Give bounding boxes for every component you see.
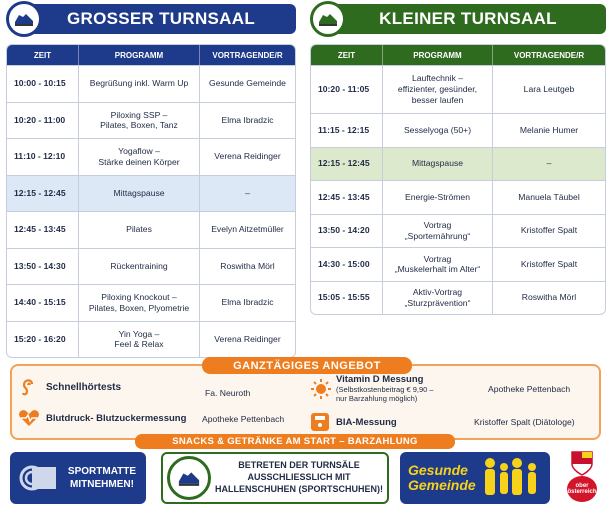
schedule-row bbox=[7, 65, 295, 102]
program-cell: Rückentraining bbox=[79, 249, 200, 285]
heart-pulse-icon bbox=[18, 408, 40, 428]
time-cell: 12:45 - 13:45 bbox=[311, 181, 383, 214]
time-cell: 10:00 - 10:15 bbox=[7, 66, 79, 102]
speaker-cell: Verena Reidinger bbox=[214, 151, 281, 162]
allday-note: (Selbstkostenbeitrag € 9,90 – nur Barzahlung möglich) bbox=[336, 385, 434, 403]
program-cell: Piloxing SSP – Pilates, Boxen, Tanz bbox=[79, 103, 200, 139]
schedule-row bbox=[7, 138, 295, 175]
schedule-row bbox=[7, 102, 295, 139]
sportmatte-text: SPORTMATTE MITNEHMEN! bbox=[67, 466, 137, 490]
speaker-cell: Elma Ibradzic bbox=[221, 297, 274, 308]
time-cell: 15:05 - 15:55 bbox=[311, 282, 383, 315]
allday-item-blutdruck bbox=[18, 408, 186, 428]
time-cell: 12:15 - 12:45 bbox=[311, 148, 383, 181]
time-cell: 13:50 - 14:20 bbox=[311, 215, 383, 248]
running-shoe-icon bbox=[6, 1, 42, 37]
schedule-row bbox=[311, 113, 605, 147]
running-shoe-icon bbox=[310, 1, 346, 37]
column-header-zeit: ZEIT bbox=[311, 45, 383, 65]
allday-label: Vitamin D Messung bbox=[336, 374, 424, 385]
sportmatte-box bbox=[10, 452, 146, 504]
hallenschuhe-box bbox=[161, 452, 389, 504]
sun-icon bbox=[310, 378, 332, 400]
schedule-row bbox=[311, 214, 605, 248]
speaker-cell: Evelyn Aitzetmüller bbox=[211, 224, 284, 235]
schedule-row bbox=[311, 247, 605, 281]
grosser-turnsaal-section bbox=[6, 0, 296, 358]
program-cell: Yin Yoga – Feel & Relax bbox=[79, 322, 200, 358]
column-header-zeit: ZEIT bbox=[7, 45, 79, 65]
yoga-mat-icon bbox=[18, 458, 58, 498]
program-cell: Vortrag „Muskelerhalt im Alter“ bbox=[383, 248, 493, 281]
allday-provider: Kristoffer Spalt (Diätologe) bbox=[474, 417, 575, 427]
time-cell: 14:40 - 15:15 bbox=[7, 285, 79, 321]
hallenschuhe-text: BETRETEN DER TURNSÄLE AUSSCHLIESSLICH MIT HALLENSCHUHEN (SPORTSCHUHEN)! bbox=[215, 460, 383, 494]
allday-label: BIA-Messung bbox=[336, 416, 397, 428]
running-shoe-icon bbox=[167, 456, 211, 500]
gesunde-gemeinde-logo-text: Gesunde Gemeinde bbox=[408, 462, 476, 493]
column-header-programm: PROGRAMM bbox=[383, 45, 493, 65]
table-header bbox=[311, 45, 605, 65]
speaker-cell: Verena Reidinger bbox=[214, 333, 281, 344]
grosser-turnsaal-table bbox=[6, 44, 296, 358]
schedule-row bbox=[311, 281, 605, 315]
time-cell: 15:20 - 16:20 bbox=[7, 322, 79, 358]
schedule-row bbox=[7, 284, 295, 321]
speaker-cell: Melanie Humer bbox=[519, 124, 579, 135]
coat-of-arms-icon bbox=[570, 450, 594, 476]
kleiner-turnsaal-table bbox=[310, 44, 606, 315]
schedule-row bbox=[311, 180, 605, 214]
program-cell: Pilates bbox=[79, 212, 200, 248]
ganztaegiges-angebot-panel bbox=[10, 359, 601, 440]
time-cell: 11:10 - 12:10 bbox=[7, 139, 79, 175]
allday-label: Schnellhörtests bbox=[46, 381, 122, 393]
time-cell: 10:20 - 11:05 bbox=[311, 66, 383, 113]
program-cell: Begrüßung inkl. Warm Up bbox=[79, 66, 200, 102]
grosser-turnsaal-header bbox=[6, 0, 296, 38]
kleiner-turnsaal-header bbox=[310, 0, 606, 38]
scale-icon bbox=[310, 412, 330, 432]
speaker-cell: Lara Leutgeb bbox=[523, 84, 575, 95]
time-cell: 14:30 - 15:00 bbox=[311, 248, 383, 281]
grosser-turnsaal-title: GROSSER TURNSAAL bbox=[26, 4, 296, 34]
speaker-cell: Elma Ibradzic bbox=[221, 114, 274, 125]
snacks-banner: SNACKS & GETRÄNKE AM START – BARZAHLUNG bbox=[135, 434, 455, 449]
allday-provider: Apotheke Pettenbach bbox=[202, 414, 285, 424]
oberoesterreich-logo bbox=[560, 450, 604, 506]
kleiner-turnsaal-section bbox=[310, 0, 606, 315]
speaker-cell: Manuela Täubel bbox=[518, 191, 580, 202]
ganztaegiges-angebot-title: GANZTÄGIGES ANGEBOT bbox=[202, 357, 412, 374]
time-cell: 10:20 - 11:00 bbox=[7, 103, 79, 139]
time-cell: 12:15 - 12:45 bbox=[7, 176, 79, 212]
time-cell: 11:15 - 12:15 bbox=[311, 114, 383, 147]
pause-row bbox=[311, 147, 605, 181]
allday-item-bia bbox=[310, 412, 397, 432]
speaker-cell: Roswitha Mörl bbox=[220, 260, 275, 271]
kleiner-turnsaal-title: KLEINER TURNSAAL bbox=[330, 4, 606, 34]
speaker-cell: Kristoffer Spalt bbox=[520, 225, 578, 236]
program-cell: Mittagspause bbox=[383, 148, 493, 181]
schedule-row bbox=[7, 211, 295, 248]
column-header-vortragende: VORTRAGENDE/R bbox=[212, 50, 283, 60]
speaker-cell: – bbox=[546, 158, 552, 169]
program-cell: Yogaflow – Stärke deinen Körper bbox=[79, 139, 200, 175]
ear-icon bbox=[18, 376, 38, 398]
schedule-row bbox=[7, 248, 295, 285]
gesunde-gemeinde-logo bbox=[400, 452, 550, 504]
speaker-cell: Gesunde Gemeinde bbox=[209, 78, 286, 89]
table-header bbox=[7, 45, 295, 65]
speaker-cell: – bbox=[245, 187, 250, 198]
schedule-row bbox=[7, 321, 295, 358]
allday-provider: Fa. Neuroth bbox=[205, 388, 251, 398]
oberoesterreich-logo-text: ober österreich bbox=[567, 476, 597, 502]
pause-row bbox=[7, 175, 295, 212]
program-cell: Sesselyoga (50+) bbox=[383, 114, 493, 147]
allday-label: Blutdruck- Blutzuckermessung bbox=[46, 412, 187, 424]
program-cell: Vortrag „Sporternährung“ bbox=[383, 215, 493, 248]
allday-provider: Apotheke Pettenbach bbox=[488, 384, 571, 394]
program-cell: Mittagspause bbox=[79, 176, 200, 212]
program-cell: Energie-Strömen bbox=[383, 181, 493, 214]
column-header-vortragende: VORTRAGENDE/R bbox=[513, 50, 585, 60]
family-figures-icon bbox=[480, 455, 544, 501]
program-cell: Aktiv-Vortrag „Sturzprävention“ bbox=[383, 282, 493, 315]
program-cell: Lauftechnik – effizienter, gesünder, besser laufen bbox=[383, 66, 493, 113]
allday-item-hoertest bbox=[18, 376, 121, 398]
speaker-cell: Roswitha Mörl bbox=[521, 292, 577, 303]
time-cell: 13:50 - 14:30 bbox=[7, 249, 79, 285]
allday-item-vitamin-d bbox=[310, 378, 332, 400]
time-cell: 12:45 - 13:45 bbox=[7, 212, 79, 248]
allday-vitamin-d-text bbox=[336, 374, 434, 403]
schedule-row bbox=[311, 65, 605, 113]
speaker-cell: Kristoffer Spalt bbox=[520, 258, 578, 269]
column-header-programm: PROGRAMM bbox=[79, 45, 200, 65]
program-cell: Piloxing Knockout – Pilates, Boxen, Plyometrie bbox=[79, 285, 200, 321]
